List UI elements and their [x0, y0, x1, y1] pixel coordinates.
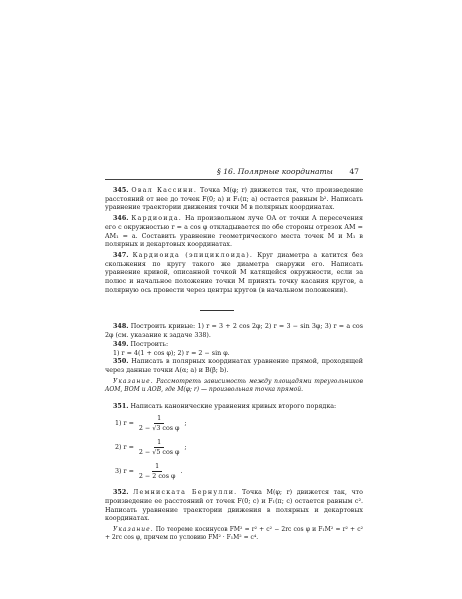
problem-number: 345. [113, 187, 129, 194]
divider-rule [200, 310, 234, 311]
problem-text: Точка M(φ; r) движется так, что произведение расстояний от нее до точек F(0; a) и F₁(π; a) остается равным b². Написать уравнение траектории движения точки M в полярных координатах. [105, 187, 363, 212]
problem-number: 351. [113, 403, 129, 411]
formula-lhs: 1) r = [115, 419, 134, 427]
problem-351 [105, 403, 363, 412]
formula-lhs: 3) r = [115, 467, 134, 475]
formula-2 [115, 436, 363, 460]
fraction [136, 463, 179, 481]
page-header [105, 167, 363, 180]
formula-tail: ; [184, 443, 187, 451]
problem-349 [105, 341, 363, 350]
page-number: 47 [349, 167, 359, 176]
fraction [136, 415, 183, 433]
numerator: 1 [152, 463, 162, 472]
running-head: § 16. Полярные координаты [217, 167, 333, 176]
problem-title: Лемниската Бернулли. [133, 489, 238, 497]
problem-346 [105, 215, 363, 250]
problem-text: Построить кривые: 1) r = 3 + 2 cos 2φ; 2) r = 3 − sin 3φ; 3) r = a cos 2φ (см. указание к задаче 338). [105, 323, 363, 340]
problem-title: Кардиоида. [131, 215, 183, 223]
problem-350 [105, 358, 363, 375]
numerator: 1 [154, 439, 164, 448]
problem-text: Круг диаметра a катится без скольжения по кругу такого же диаметра снаружи его. Написать уравнение кривой, описанной точкой M катящейся окружности, если за полюс и начальное положение точки M принять точку касания кругов, а полярную ось провести через центры кругов (в начальном положении). [105, 251, 363, 294]
problem-number: 347. [113, 251, 129, 259]
problem-349-items: 1) r = 4(1 + cos φ); 2) r = 2 − sin φ. [113, 349, 230, 357]
problem-347 [105, 252, 363, 296]
problem-348 [105, 323, 363, 340]
hint-350 [105, 378, 363, 395]
problem-345 [105, 187, 363, 213]
hint-label: Указание. [113, 377, 154, 385]
formula-3 [115, 460, 363, 484]
formula-tail: ; [184, 419, 187, 427]
formula-lhs: 2) r = [115, 443, 134, 451]
hint-text: По теореме косинусов FM² = r² + c² − 2rc cos φ и F₁M² = r² + c² + 2rc cos φ, причем по условию FM² · F₁M² = c⁴. [105, 525, 363, 542]
section-divider [105, 295, 363, 323]
formula-1 [115, 412, 363, 436]
problem-number: 346. [113, 215, 129, 223]
problem-number: 352. [113, 489, 129, 497]
problem-title: Овал Кассини. [131, 187, 198, 194]
problem-text: Написать канонические уравнения кривых второго порядка: [130, 403, 337, 411]
problem-number: 350. [113, 358, 129, 366]
problem-number: 349. [113, 340, 129, 348]
numerator: 1 [154, 415, 164, 424]
problem-352 [105, 489, 363, 524]
denominator: 2 − 2 cos φ [138, 473, 176, 481]
problem-text: На произвольном луче OA от точки A пересечения его с окружностью r = a cos φ откладывается по обе стороны отрезок AM = AM₁ = a. Составить уравнение геометрического места точек M и M₁ в полярных и декартовых координатах. [105, 215, 363, 249]
denominator: 2 − √3 cos φ [138, 425, 180, 433]
fraction [136, 439, 183, 457]
problem-title: Кардиоида (эпициклоида). [132, 251, 254, 259]
problem-text: Написать в полярных координатах уравнение прямой, проходящей через данные точки A(α; a) и B(β; b). [105, 358, 363, 374]
page-content [105, 187, 363, 543]
denominator: 2 − √5 cos φ [138, 449, 180, 457]
problem-text: Точка M(φ; r) движется так, что произведение ее расстояний от точек F(0; c) и F₁(π; c) остается равным c². Написать уравнение траектории движения в полярных и декартовых координатах. [105, 489, 363, 523]
hint-label: Указание. [113, 525, 154, 533]
problem-text: Построить: [130, 340, 169, 348]
hint-352 [105, 526, 363, 543]
hint-text: Рассмотреть зависимость между площадями треугольников AOM, BOM и AOB, где M(φ; r) — произвольная точка прямой. [105, 377, 363, 394]
problem-number: 348. [113, 323, 129, 331]
formula-tail: . [180, 467, 183, 475]
